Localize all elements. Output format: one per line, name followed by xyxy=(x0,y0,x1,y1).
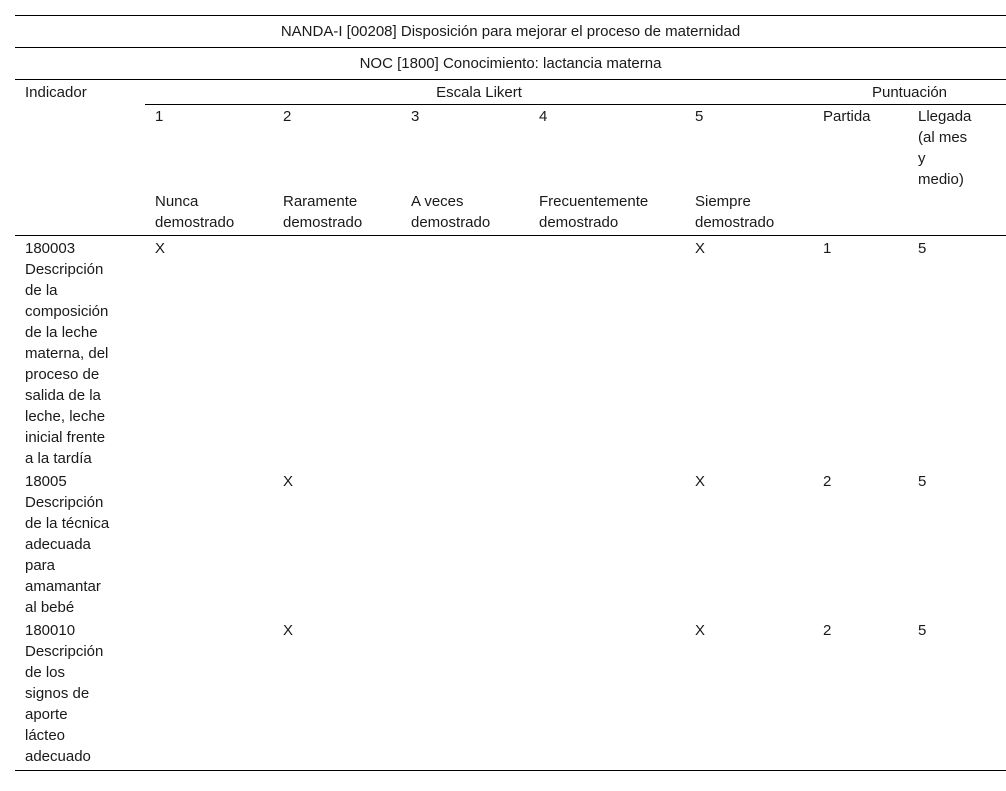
header-row-labels xyxy=(15,191,1006,236)
indicator-line: de la técnica xyxy=(25,515,110,532)
scale-label-line: Nunca xyxy=(155,193,199,210)
mark-cell-3 xyxy=(401,618,529,771)
indicator-line: de la leche xyxy=(25,324,98,341)
indicator-line: aporte xyxy=(25,706,68,723)
header-row-numbers xyxy=(15,105,1006,192)
indicator-line: de la xyxy=(25,282,58,299)
table-title: NANDA-I [00208] Disposición para mejorar el proceso de maternidad xyxy=(15,16,1006,48)
start-score-cell: 2 xyxy=(813,618,908,771)
mark-cell-5: X xyxy=(695,473,706,490)
scale-label-4 xyxy=(529,191,685,236)
indicator-cell xyxy=(15,236,145,470)
table-row xyxy=(15,469,1006,618)
indicator-line: lácteo xyxy=(25,727,66,744)
mark-cell-1 xyxy=(145,469,273,618)
indicator-line: de los xyxy=(25,664,66,681)
noc-title: NOC [1800] Conocimiento: lactancia materna xyxy=(15,48,1006,80)
scale-label-line: Siempre xyxy=(695,193,751,210)
scale-label-line: demostrado xyxy=(411,214,491,231)
score-group-header: Puntuación xyxy=(813,80,1006,105)
start-score-header: Partida xyxy=(823,108,871,125)
indicator-cell xyxy=(15,469,145,618)
table-row xyxy=(15,618,1006,771)
indicator-line: al bebé xyxy=(25,599,75,616)
indicator-line: adecuada xyxy=(25,536,91,553)
indicator-line: adecuado xyxy=(25,748,91,765)
mark-cell-5: X xyxy=(695,240,706,257)
indicator-line: 180003 xyxy=(25,240,76,257)
indicator-line: salida de la xyxy=(25,387,101,404)
mark-cell-3 xyxy=(401,469,529,618)
scale-number-1: 1 xyxy=(155,108,164,125)
scale-label-1 xyxy=(145,191,273,236)
mark-cell-4 xyxy=(529,618,685,771)
arrival-line: y xyxy=(918,150,926,167)
arrival-line: (al mes xyxy=(918,129,968,146)
mark-cell-4 xyxy=(529,236,685,470)
scale-label-line: demostrado xyxy=(695,214,775,231)
start-label-spacer xyxy=(813,191,908,236)
indicator-line: materna, del xyxy=(25,345,109,362)
scale-number-5: 5 xyxy=(695,108,704,125)
mark-cell-5: X xyxy=(685,618,813,771)
arrival-score-header xyxy=(908,105,1006,236)
mark-cell-2 xyxy=(273,236,401,470)
indicator-cell xyxy=(15,618,145,771)
table-title-row xyxy=(15,16,1006,48)
indicator-line: composición xyxy=(25,303,109,320)
scale-number-2: 2 xyxy=(283,108,292,125)
indicator-line: leche, leche xyxy=(25,408,106,425)
indicator-line: 18005 xyxy=(25,473,67,490)
arrival-score-cell: 5 xyxy=(918,473,927,490)
likert-group-header: Escala Likert xyxy=(145,80,813,105)
indicator-line: proceso de xyxy=(25,366,100,383)
nanda-noc-table xyxy=(15,15,1006,771)
scale-label-line: demostrado xyxy=(283,214,363,231)
indicator-line: Descripción xyxy=(25,494,104,511)
scale-number-3: 3 xyxy=(411,108,420,125)
indicator-line: Descripción xyxy=(25,261,104,278)
scale-label-line: A veces xyxy=(411,193,464,210)
arrival-line: Llegada xyxy=(918,108,972,125)
arrival-score-cell: 5 xyxy=(918,240,927,257)
scale-label-line: Raramente xyxy=(283,193,358,210)
scale-label-3 xyxy=(401,191,529,236)
arrival-line: medio) xyxy=(918,171,964,188)
mark-cell-1 xyxy=(145,618,273,771)
scale-label-line: demostrado xyxy=(155,214,235,231)
scale-number-4: 4 xyxy=(539,108,548,125)
table-row xyxy=(15,236,1006,470)
scale-label-line: demostrado xyxy=(539,214,619,231)
start-score-cell: 2 xyxy=(823,473,832,490)
arrival-score-cell: 5 xyxy=(908,618,1006,771)
indicator-line: para xyxy=(25,557,56,574)
mark-cell-2: X xyxy=(273,618,401,771)
nanda-noc-table-container xyxy=(15,15,1006,771)
indicator-line: amamantar xyxy=(25,578,101,595)
scale-label-5 xyxy=(685,191,813,236)
mark-cell-3 xyxy=(401,236,529,470)
scale-label-line: Frecuentemente xyxy=(539,193,649,210)
indicator-header: Indicador xyxy=(15,80,145,236)
header-row-groups xyxy=(15,80,1006,105)
mark-cell-4 xyxy=(529,469,685,618)
indicator-line: inicial frente xyxy=(25,429,106,446)
indicator-line: a la tardía xyxy=(25,450,92,467)
noc-row xyxy=(15,48,1006,80)
scale-label-2 xyxy=(273,191,401,236)
indicator-line: Descripción xyxy=(25,643,104,660)
mark-cell-2: X xyxy=(283,473,294,490)
indicator-line: 180010 xyxy=(25,622,76,639)
indicator-line: signos de xyxy=(25,685,90,702)
start-score-cell: 1 xyxy=(823,240,832,257)
mark-cell-1: X xyxy=(155,240,166,257)
